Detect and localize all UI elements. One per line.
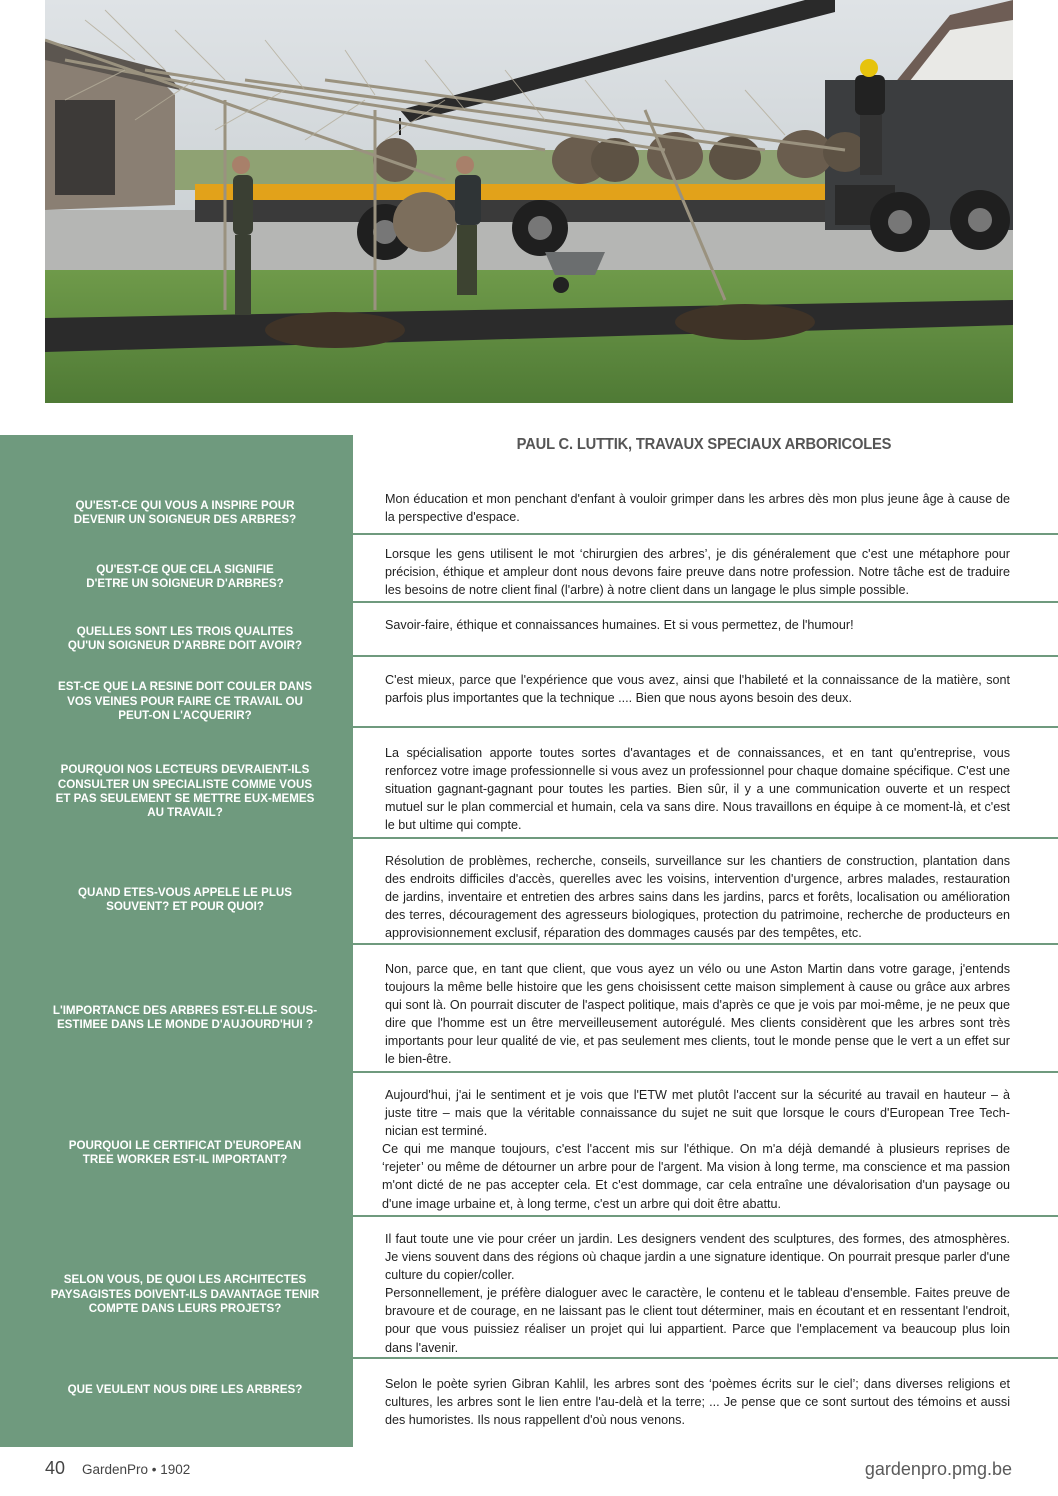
article-heading: PAUL C. LUTTIK, TRAVAUX SPECIAUX ARBORICOLES [516,436,892,453]
question-8: POURQUOI LE CERTIFICAT D'EUROPEAN TREE WORKER EST-IL IMPORTANT? [68,1138,302,1166]
answer-divider [353,943,1058,945]
question-1: QU'EST-CE QUI VOUS A INSPIRE POUR DEVENIR UN SOIGNEUR DES ARBRES? [73,498,297,526]
article-photo [45,0,1013,403]
question-7: L'IMPORTANCE DES ARBRES EST-ELLE SOUS- ESTIMEE DANS LE MONDE D'AUJOURD'HUI ? [52,1003,318,1031]
answer-10: Selon le poète syrien Gibran Kahlil, les arbres sont des ‘poèmes écrits sur le ciel’; dans diverses religions et cultures, les arbres sont le lien entre l'au-delà et la terre; ... Je pense que ce sont surtout des témoins et aussi des humoristes. Ils nous rappellent d'où nous venons. [385,1377,1010,1428]
question-6: QUAND ETES-VOUS APPELE LE PLUS SOUVENT? ET POUR QUOI? [77,885,293,913]
answer-4: C'est mieux, parce que l'expérience que vous avez, ainsi que l'habileté et la connaissance de la matière, sont parfois plus importantes que la technique .... Bien que nous ayons besoin des deux. [385,673,1010,706]
question-10: QUE VEULENT NOUS DIRE LES ARBRES? [67,1382,303,1396]
answer-divider [353,726,1058,728]
answer-divider [353,1357,1058,1359]
photo-tree-planting-crane-truck-icon [45,0,1013,403]
answer-divider [353,1215,1058,1217]
answer-8: Aujourd'hui, j'ai le sentiment et je vois que l'ETW met plutôt l'accent sur la sécurité au travail en hauteur – à juste titre – mais que la véritable connaissance du sujet ne suit que lorsque le cours d'European Tree Tech-nician est terminé. Ce qui me manque toujours, c'est l'accent mis sur l'éthique. On m'a déjà demandé à plusieurs reprises de ‘rejeter’ ou même de détourner un arbre pour de l'argent. Ma vision à long terme, ma conscience et ma passion m'ont dicté de ne pas accepter cela. Et c'est dommage, car cela entraîne une dévalorisation d'un paysage ou d'une image urbaine et, à long terme, c'est un arbre qui doit être abattu. [382,1088,1010,1211]
answer-divider [353,837,1058,839]
question-3: QUELLES SONT LES TROIS QUALITES QU'UN SOIGNEUR D'ARBRE DOIT AVOIR? [67,624,303,652]
magazine-issue: GardenPro • 1902 [82,1462,191,1477]
answer-2: Lorsque les gens utilisent le mot ‘chirurgien des arbres’, je dis généralement que c'est une métaphore pour précision, éthique et ampleur dont nous devons faire preuve dans notre profession. Notre tâche est de traduire les besoins de notre client final (l'arbre) à notre client dans un langage le plus simple possible. [385,547,1010,598]
question-2: QU'EST-CE QUE CELA SIGNIFIE D'ETRE UN SOIGNEUR D'ARBRES? [86,562,284,590]
answer-1: Mon éducation et mon penchant d'enfant à vouloir grimper dans les arbres dès mon plus jeune âge à cause de la perspective d'espace. [385,492,1010,525]
answer-divider [353,533,1058,535]
answer-divider [353,655,1058,657]
answer-6: Résolution de problèmes, recherche, conseils, surveillance sur les chantiers de construction, plantation dans des endroits difficiles d'accès, querelles avec les voisins, intervention d'urgence, arbres malades, restauration de jardins, inventaire et entretien des arbres sains dans les jardins, parcs et forêts, localisation ou amélioration des terres, découragement des agresseurs biologiques, protection du patrimoine, recherche de producteurs en approvisionnement exclusif, réparation des dommages causés par des tempêtes, etc. [385,854,1010,941]
question-9: SELON VOUS, DE QUOI LES ARCHITECTES PAYSAGISTES DOIVENT-ILS DAVANTAGE TENIR COMPTE DANS LEURS PROJETS? [50,1273,320,1316]
answer-3: Savoir-faire, éthique et connaissances humaines. Et si vous permettez, de l'humour! [385,618,854,632]
answer-5: La spécialisation apporte toutes sortes d'avantages et de connaissances, et en tant qu'entreprise, vous renforcez votre image professionnelle si vous avez un professionnel pour chaque domaine spécifique. C'est une situation gagnant-gagnant pour toutes les parties. Bien sûr, il y a une communication ouverte et un respect mutuel sur le plan commercial et humain, cela va sans dire. Nous travaillons en équipe à ce moment-là, et c'est le but ultime qui compte. [385,746,1010,833]
answer-9: Il faut toute une vie pour créer un jardin. Les designers vendent des sculptures, des formes, des atmosphères. Je viens souvent dans des régions où chaque jardin a une signature identique. On pourrait presque parler d'une culture du copier/coller. Personnellement, je préfère dialoguer avec le caractère, le contenu et le tableau d'ensemble. Faites preuve de bravoure et de courage, en ne laissant pas le client tout déterminer, mais en écoutant et en ressentant l'endroit, pour que vous puissiez réaliser un projet qui lui appartient. Parce que l'emplacement va beaucoup plus loin dans l'avenir. [385,1232,1010,1355]
website-link[interactable]: gardenpro.pmg.be [864,1459,1012,1479]
answer-7: Non, parce que, en tant que client, que vous ayez un vélo ou une Aston Martin dans votre garage, j'entends toujours la même belle histoire que les gens choisissent cette maison simplement à cause ou grâce aux arbres qui sont là. On pourrait discuter de l'aspect politique, mais d'après ce que je vois par moi-même, je ne peux que dire que l'homme est un être merveilleusement autorégulé. Mes clients considèrent que les arbres sont très importants pour leur qualité de vie, et pas seulement mes clients, tout le monde pense que le vert a un effet sur le bien-être. [385,962,1010,1067]
question-5: POURQUOI NOS LECTEURS DEVRAIENT-ILS CONSULTER UN SPECIALISTE COMME VOUS ET PAS SEULEMENT SE METTRE EUX-MEMES AU TRAVAIL? [55,763,315,820]
question-4: EST-CE QUE LA RESINE DOIT COULER DANS VOS VEINES POUR FAIRE CE TRAVAIL OU PEUT-ON L'ACQUERIR? [57,680,312,723]
answer-divider [353,1071,1058,1073]
answer-divider [353,601,1058,603]
page-number: 40 [45,1458,66,1478]
